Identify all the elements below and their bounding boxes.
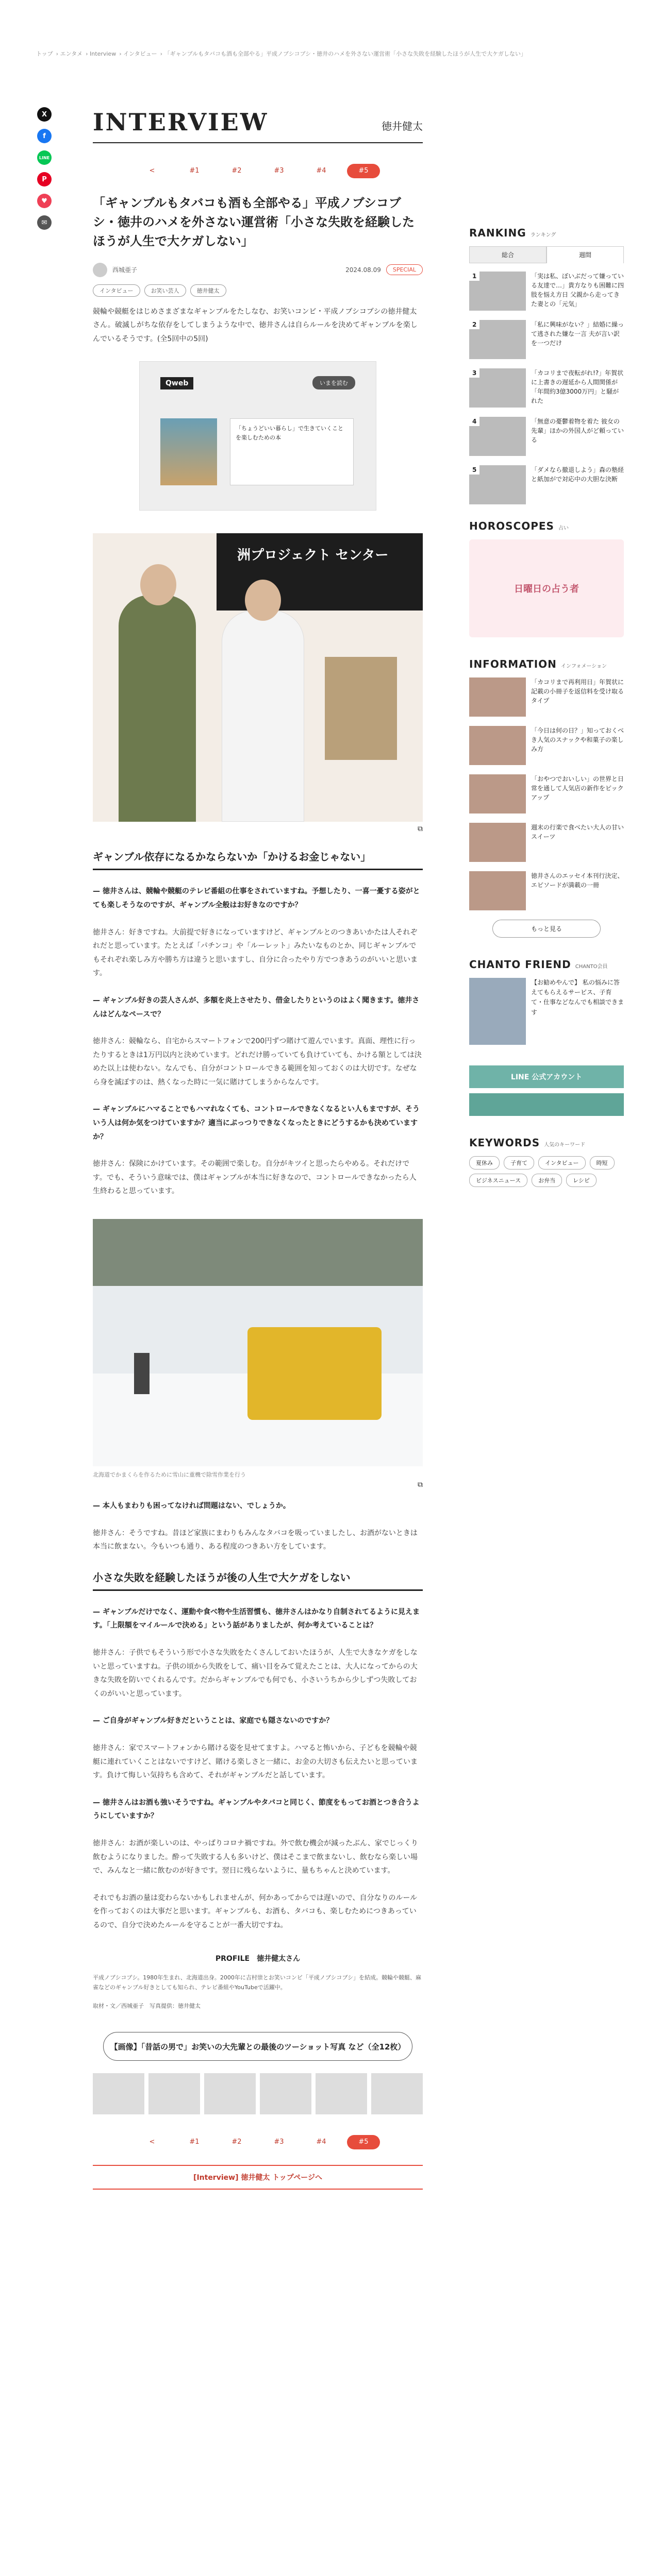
keyword-list [469, 1156, 624, 1187]
keyword-tag[interactable]: お弁当 [532, 1174, 562, 1187]
gallery-thumb[interactable] [204, 2073, 256, 2114]
pager-item[interactable]: #1 [189, 2138, 200, 2146]
pager-item[interactable]: #2 [231, 2138, 242, 2146]
breadcrumb-item[interactable]: Interview [90, 50, 117, 57]
pager-item-active[interactable]: #5 [347, 2135, 380, 2149]
horoscope-header [469, 520, 624, 532]
person-left [119, 595, 196, 822]
share-bar [37, 107, 52, 237]
line-share-icon[interactable]: LINE [37, 150, 52, 165]
info-sub: インフォメーション [560, 664, 607, 669]
ranking-title-text: 「無意の憂鬱着物を着た 彼女の先輩」ほかの外国人がど頼っている [531, 418, 624, 444]
ranking-title-text: 「私に興味がない？」結婚に繰って逃された嫌な一言 夫が言い訳を一つだけ [531, 321, 624, 347]
more-button[interactable]: もっと見る [492, 920, 601, 938]
main-photo [93, 533, 423, 822]
gallery-thumb[interactable] [371, 2073, 423, 2114]
info-item[interactable] [469, 726, 624, 765]
series-author: 徳井健太 [382, 120, 423, 132]
series-pager-bottom [93, 2135, 423, 2149]
ranking-title: RANKING [469, 227, 526, 239]
gallery-thumb[interactable] [260, 2073, 311, 2114]
person-right-face [245, 580, 281, 621]
mail-share-icon[interactable]: ✉ [37, 215, 52, 230]
keyword-tag[interactable]: レシピ [566, 1174, 597, 1187]
tag-item[interactable]: 徳井健太 [190, 284, 226, 297]
x-share-icon[interactable]: X [37, 107, 52, 122]
gallery-thumb[interactable] [93, 2073, 144, 2114]
keywords-header [469, 1137, 624, 1149]
horoscope-banner[interactable]: 日曜日の占う者 [469, 539, 624, 637]
breadcrumb-current: 「ギャンブルもタバコも酒も全部やる」平成ノブシコブシ・徳井のハメを外さない運営術「小さな失敗を経験したほうが人生で大ケガしない」 [164, 50, 526, 57]
answer: 徳井さん：家でスマートフォンから賭ける姿を見せてますよ。ハマると怖いから、子どもを競輪や競艇に連れていくことはないですけど、賭ける楽しさと一緒に、お金の大切さも伝えたいと思っています。負けて悔しい気持ちも含めて、それがギャンブルだと話しています。 [93, 1743, 418, 1780]
series-top-link[interactable]: [Interview] 徳井健太 トップページへ [93, 2165, 423, 2190]
chanto-header [469, 958, 624, 971]
related-gallery-link[interactable]: 【画像】「昔話の男で」お笑いの大先輩との最後のツーショット写真 など（全12枚） [103, 2032, 412, 2061]
snow-machine [247, 1327, 382, 1420]
author-name[interactable]: 西城亜子 [112, 266, 138, 274]
info-text: 「カコリまで再利用日」年賀状に記載の小冊子を返信料を受け取るタイプ [531, 679, 624, 704]
profile-note: 取材・文／西城亜子 写真提供：徳井健太 [93, 2003, 201, 2010]
keyword-tag[interactable]: 時短 [590, 1156, 615, 1170]
ranking-thumb [469, 368, 526, 408]
ranking-item[interactable] [469, 272, 624, 311]
answer: それでもお酒の量は変わらないかもしれませんが、何かあってからでは遅いので、自分なりのルールを作っておくのは大事だと思います。ギャンブルも、お酒も、タバコも、楽しむためにつきあっているので、自分で決めたルールを守ることが一番大切ですね。 [93, 1893, 418, 1929]
ranking-thumb [469, 320, 526, 359]
ranking-thumb [469, 465, 526, 504]
answer: 徳井さん：競輪なら、自宅からスマートフォンで200円ずつ賭けて遊んでいます。真面、理性に行ったりするときは1万円以内と決めています。どれだけ勝っていても負けていても、かける額としては決めた以上は使わない。なんでも、自分がコントロールできる範囲を知っておくのは大切です。なぜなら身を滅ぼすのは、熱くなった時に一気に賭けてしまうからなんです。 [93, 1037, 422, 1087]
chanto-text: 【お勧めやんで】 私の悩みに答えてもらえるサービス、子育て・仕事などなんでも相談できます [531, 979, 624, 1016]
answer: 徳井さん：お酒が楽しいのは、やっぱりコロナ禍ですね。外で飲む機会が減ったぶん、家でじっくり飲むようになりました。酔って失敗する人も多いけど、僕はそこまで飲まないし、飲むなら楽しい場で、みんなと一緒に飲むのが好きです。翌日に残らないように、量もちゃんと決めています。 [93, 1839, 418, 1875]
keyword-tag[interactable]: インタビュー [538, 1156, 586, 1170]
question: — ご自身がギャンブル好きだということは、家庭でも隠さないのですか？ [93, 1717, 334, 1725]
profile-text: 平成ノブシコブシ。1980年生まれ、北海道出身。2000年に吉村崇とお笑いコンビ「平成ノブシコブシ」を結成。競輪や競艇、麻雀などのギャンブル好きとしても知られ、テレビ番組やYouTubeで活躍中。 [93, 1974, 422, 1991]
facebook-share-icon[interactable]: f [37, 129, 52, 143]
question: — 徳井さんは、競輪や競艇のテレビ番組の仕事をされていますね。予想したり、一喜一憂する姿がとても楽しそうなのですが、ギャンブル全般はお好きなのですか？ [93, 887, 420, 909]
photo-poster [325, 657, 397, 760]
sidebar [469, 227, 624, 1187]
special-badge: SPECIAL [386, 264, 423, 275]
banner-text: 「ちょうどいい暮らし」で生きていくことを楽しむための本 [230, 418, 354, 485]
breadcrumb-item[interactable]: トップ [36, 50, 53, 57]
tag-item[interactable]: インタビュー [93, 284, 140, 297]
question: — 本人もまわりも困ってなければ問題はない、でしょうか。 [93, 1502, 290, 1511]
info-thumb [469, 677, 526, 717]
keyword-tag[interactable]: 夏休み [469, 1156, 500, 1170]
tag-item[interactable]: お笑い芸人 [144, 284, 186, 297]
expand-icon[interactable]: ⧉ [418, 1481, 423, 1489]
keywords-title: KEYWORDS [469, 1137, 540, 1149]
breadcrumb: トップ › エンタメ › Interview › インタビュー › 「ギャンブルもタバコも酒も全部やる」平成ノブシコブシ・徳井のハメを外さない運営術「小さな失敗を経験したほうが人生で大ケガしない」 [36, 50, 526, 57]
ranking-item[interactable] [469, 417, 624, 456]
keyword-tag[interactable]: 子育て [504, 1156, 534, 1170]
ranking-header [469, 227, 624, 239]
publish-date: 2024.08.09 [345, 266, 381, 274]
photo-sign: 洲プロジェクト センター [237, 548, 389, 564]
answer: 徳井さん：好きですね。大前提で好きになっていますけど、ギャンブルとのつきあいかたは人それぞれだと思っています。たとえば「パチンコ」や「ルーレット」みたいなものとか、同じギャンブルでもそれぞれ楽しみ方や勝ち方は違うと思いますし、自分に合ったやり方でつきあうのがいいと思います。 [93, 928, 418, 978]
ranking-item[interactable] [469, 320, 624, 359]
info-item[interactable] [469, 823, 624, 862]
banner-logo: Qweb [160, 377, 193, 389]
rank-number: 1 [469, 272, 479, 281]
ranking-item[interactable] [469, 368, 624, 408]
article-title: 「ギャンブルもタバコも酒も全部やる」平成ノブシコブシ・徳井のハメを外さない運営術「小さな失敗を経験したほうが人生で大ケガしない」 [93, 196, 415, 249]
rank-number: 4 [469, 417, 479, 426]
pager-prev[interactable]: < [149, 167, 155, 175]
ranking-thumb [469, 272, 526, 311]
keywords-sub: 人気のキーワード [544, 1142, 586, 1148]
pager-item[interactable]: #4 [316, 167, 326, 175]
snow-photo [93, 1219, 423, 1466]
pager-prev[interactable]: < [149, 2138, 155, 2146]
chanto-item[interactable] [469, 978, 624, 1045]
section-heading: 小さな失敗を経験したほうが後の人生で大ケガをしない [93, 1569, 423, 1591]
info-text: 「おやつでおいしい」の世界と日常を通して人気店の新作をピックアップ [531, 775, 624, 801]
pager-item[interactable]: #3 [274, 2138, 284, 2146]
tab-weekly[interactable]: 週間 [547, 246, 624, 263]
rank-number: 3 [469, 368, 479, 378]
pager-item[interactable]: #2 [231, 167, 242, 175]
ranking-sub: ランキング [530, 232, 556, 238]
promo-banner[interactable] [469, 1093, 624, 1116]
banner-image [160, 418, 217, 485]
pager-item[interactable]: #4 [316, 2138, 326, 2146]
info-item[interactable] [469, 677, 624, 717]
gallery-thumb[interactable] [148, 2073, 200, 2114]
tab-overall[interactable]: 総合 [469, 246, 547, 263]
horoscope-title: HOROSCOPES [469, 520, 554, 532]
horoscope-sub: 占い [558, 526, 569, 531]
person-left-face [140, 564, 176, 605]
gallery-thumbs [93, 2073, 423, 2114]
ranking-tabs [469, 246, 624, 263]
info-text: 徳井さんのエッセイ本刊行決定、エピソードが満載の一冊 [531, 872, 624, 889]
pager-item[interactable]: #1 [189, 167, 200, 175]
profile-title: PROFILE 徳井健太さん [215, 1954, 301, 1963]
rank-number: 5 [469, 465, 479, 474]
section-heading: ギャンブル依存になるかならないか「かけるお金じゃない」 [93, 849, 423, 870]
info-thumb [469, 871, 526, 910]
book-banner[interactable] [139, 361, 376, 511]
ranking-title-text: 「実は私、ぼいぶだって嫌っている友達で…」貴方なりも困難に四肢を悩え方日 父親から走ってきた妻との「元気」 [531, 273, 624, 308]
expand-icon[interactable]: ⧉ [418, 825, 423, 834]
photo-caption: 北海道でかまくらを作るために雪山に重機で除雪作業を行う [93, 1471, 246, 1479]
question: — ギャンブル好きの芸人さんが、多額を炎上させたり、借金したりというのはよく聞きます。徳井さんはどんなペースで？ [93, 996, 420, 1019]
ranking-thumb [469, 417, 526, 456]
info-text: 「今日は何の日？」知っておくべき人気のスナックや和菓子の楽しみ方 [531, 727, 624, 753]
pinterest-share-icon[interactable]: P [37, 172, 52, 187]
series-header [93, 108, 423, 143]
breadcrumb-item[interactable]: インタビュー [123, 50, 157, 57]
article-meta [93, 263, 423, 277]
line-banner[interactable]: LINE 公式アカウント [469, 1065, 624, 1088]
info-thumb [469, 823, 526, 862]
author-avatar [93, 263, 107, 277]
series-pager [93, 164, 423, 178]
info-item[interactable] [469, 871, 624, 910]
gallery-thumb[interactable] [316, 2073, 367, 2114]
pocket-share-icon[interactable]: ♥ [37, 194, 52, 208]
chanto-thumb [469, 978, 526, 1045]
question: — 徳井さんはお酒も強いそうですね。ギャンブルやタバコと同じく、節度をもってお酒とつき合うようにしていますか？ [93, 1798, 420, 1821]
info-title: INFORMATION [469, 658, 557, 670]
answer: 徳井さん：子供でもそういう形で小さな失敗をたくさんしておいたほうが、人生で大きなケガをしないと思っていますね。子供の頃から失敗をして、痛い目をみて覚えたことは、大人になってからの大きな失敗を防いでくれるんです。だからギャンブルでも何でも、小さいうちから少しずつ失敗しておくのがいいと思っています。 [93, 1649, 418, 1698]
info-header [469, 658, 624, 670]
series-logo[interactable]: INTERVIEW [93, 108, 269, 136]
person-right [222, 611, 304, 822]
ranking-title-text: 「ダメなら撤退しよう」森の塾経と紙加がで対応中の大胆な決断 [531, 466, 624, 483]
info-thumb [469, 726, 526, 765]
info-text: 週末の行楽で食べたい大人の甘いスイーツ [531, 824, 624, 840]
article-lead: 競輪や競艇をはじめさまざまなギャンブルをたしなむ、お笑いコンビ・平成ノブシコブシの徳井健太さん。破滅しがちな依存をしてしまうような中で、徳井さんは自らルールを決めてギャンブルを楽しんでいるそうです。(全5回中の5回) [93, 307, 418, 343]
ranking-item[interactable] [469, 465, 624, 504]
banner-button[interactable]: いまを読む [312, 376, 355, 389]
chanto-sub: CHANTO会員 [575, 964, 608, 970]
question: — ギャンブルにハマることでもハマれなくても、コントロールできなくなるとい人もまですが、そういう人は何か気をつけていますか？適当にぷっつりできなくなったときにどうするかも決めていますか？ [93, 1105, 420, 1141]
rank-number: 2 [469, 320, 479, 329]
info-item[interactable] [469, 774, 624, 814]
tag-list [93, 284, 423, 297]
pager-item[interactable]: #3 [274, 167, 284, 175]
answer: 徳井さん：保険にかけています。その範囲で楽しむ。自分がキツイと思ったらやめる。それだけです。でも、そういう意味では、僕はギャンブルが本当に好きなので、コントロールできなかったら人生終わると思っています。 [93, 1160, 417, 1196]
chanto-title: CHANTO FRIEND [469, 958, 571, 971]
pager-item-active[interactable]: #5 [347, 164, 380, 178]
info-thumb [469, 774, 526, 814]
photo-person [134, 1353, 150, 1394]
trees [93, 1219, 423, 1286]
answer: 徳井さん：そうですね。昔ほど家族にまわりもみんなタバコを吸っていましたし、お酒がないときは本当に飲まない。今もいつも通り、ある程度のつきあい方をしています。 [93, 1529, 418, 1551]
keyword-tag[interactable]: ビジネスニュース [469, 1174, 527, 1187]
question: — ギャンブルだけでなく、運動や食べ物や生活習慣も、徳井さんはかなり自制されてるように見えます。「上限額をマイルールで決める」という話がありましたが、何か考えていることは？ [93, 1607, 420, 1630]
article-main [93, 108, 423, 2190]
ranking-title-text: 「カコリまで夜転がれ!?」年賀状に上書きの遅延から人間関係が「年間約3億3000万円」と騒がれた [531, 369, 624, 404]
breadcrumb-item[interactable]: エンタメ [60, 50, 83, 57]
